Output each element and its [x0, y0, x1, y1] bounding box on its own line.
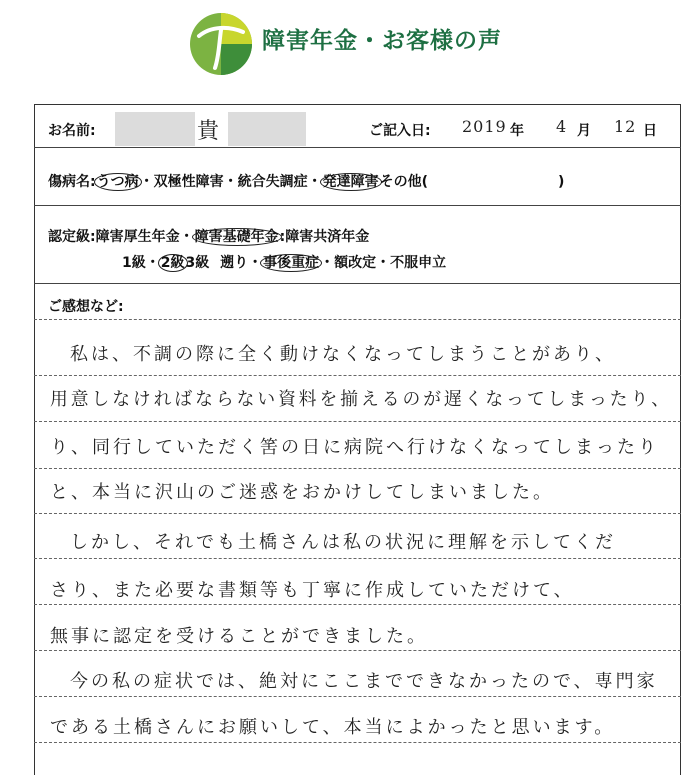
ruled-line: [34, 513, 681, 514]
redacted-name-2: [228, 112, 306, 146]
illness-close: ): [558, 174, 565, 190]
claim-option: 不服申立: [390, 255, 447, 271]
ruled-line: [34, 468, 681, 469]
illness-separator: ・: [307, 174, 322, 190]
grade-option: 2級: [158, 254, 188, 272]
illness-options: [96, 174, 428, 190]
illness-option: 発達障害: [320, 173, 382, 191]
claim-option: 遡り: [220, 255, 249, 271]
logo-icon: [189, 12, 253, 76]
name-label: お名前:: [48, 123, 96, 139]
grade-option: 3級: [185, 255, 210, 271]
handwritten-line: 私は、不調の際に全く動けなくなってしまうことがあり、: [70, 344, 616, 365]
illness-option: 統合失調症: [237, 174, 308, 190]
claim-types: [220, 255, 446, 271]
pension-option: 障害共済年金: [285, 229, 370, 245]
grade-option: 1級: [122, 255, 146, 271]
handwritten-line: 無事に認定を受けることができました。: [50, 626, 428, 647]
handwritten-line: 用意しなければならない資料を揃えるのが遅くなってしまったり、: [50, 389, 672, 410]
pension-types: [96, 229, 370, 245]
divider: [34, 205, 681, 206]
ruled-line: [34, 604, 681, 605]
impressions-label: ご感想など:: [48, 299, 124, 315]
cert-label: 認定級:: [48, 229, 96, 245]
handwritten-line: である土橋さんにお願いして、本当によかったと思います。: [50, 717, 616, 738]
illness-option: その他(: [379, 174, 429, 190]
page-header: [0, 0, 697, 88]
illness-option: 双極性障害: [153, 174, 224, 190]
illness-row: [48, 171, 564, 191]
date-year: 2019: [462, 117, 507, 136]
illness-separator: ・: [139, 174, 154, 190]
handwritten-line: しかし、それでも土橋さんは私の状況に理解を示してくだ: [70, 532, 616, 553]
claim-option: 事後重症: [260, 254, 322, 272]
ruled-line: [34, 375, 681, 376]
claim-option: 額改定: [334, 255, 377, 271]
redacted-name-1: [115, 112, 195, 146]
illness-option: うつ病: [94, 173, 142, 191]
pension-separator: :: [279, 229, 286, 245]
ruled-line: [34, 558, 681, 559]
claim-separator: ・: [320, 255, 335, 271]
claim-separator: ・: [248, 255, 263, 271]
handwritten-line: さり、また必要な書類等も丁寧に作成していただけて、: [50, 580, 575, 601]
cert-row: [48, 226, 369, 246]
date-year-unit: 年: [510, 123, 524, 139]
grade-row: [122, 252, 446, 272]
handwritten-line: り、同行していただく筈の日に病院へ行けなくなってしまったり: [50, 437, 659, 458]
ruled-line: [34, 742, 681, 743]
ruled-line: [34, 650, 681, 651]
date-label: ご記入日:: [369, 123, 431, 139]
date-month-unit: 月: [577, 123, 591, 139]
claim-separator: ・: [376, 255, 391, 271]
pension-option: 障害厚生年金: [95, 229, 180, 245]
grade-separator: ・: [145, 255, 160, 271]
handwritten-line: と、本当に沢山のご迷惑をおかけしてしまいました。: [50, 482, 554, 503]
divider: [34, 283, 681, 284]
pension-separator: ・: [179, 229, 194, 245]
divider: [34, 147, 681, 148]
handwritten-line: 今の私の症状では、絶対にここまでできなかったので、専門家: [70, 671, 658, 692]
illness-separator: ・: [223, 174, 238, 190]
page-title: 障害年金・お客様の声: [262, 28, 502, 54]
date-day-unit: 日: [643, 123, 657, 139]
pension-option: 障害基礎年金: [192, 228, 282, 246]
date-day: 12: [614, 117, 637, 136]
grades: [122, 255, 209, 271]
date-month: 4: [556, 117, 568, 136]
illness-label: 傷病名:: [48, 174, 96, 190]
ruled-line: [34, 421, 681, 422]
ruled-line: [34, 696, 681, 697]
name-visible-char: 貴: [197, 119, 223, 144]
ruled-line: [34, 319, 681, 320]
